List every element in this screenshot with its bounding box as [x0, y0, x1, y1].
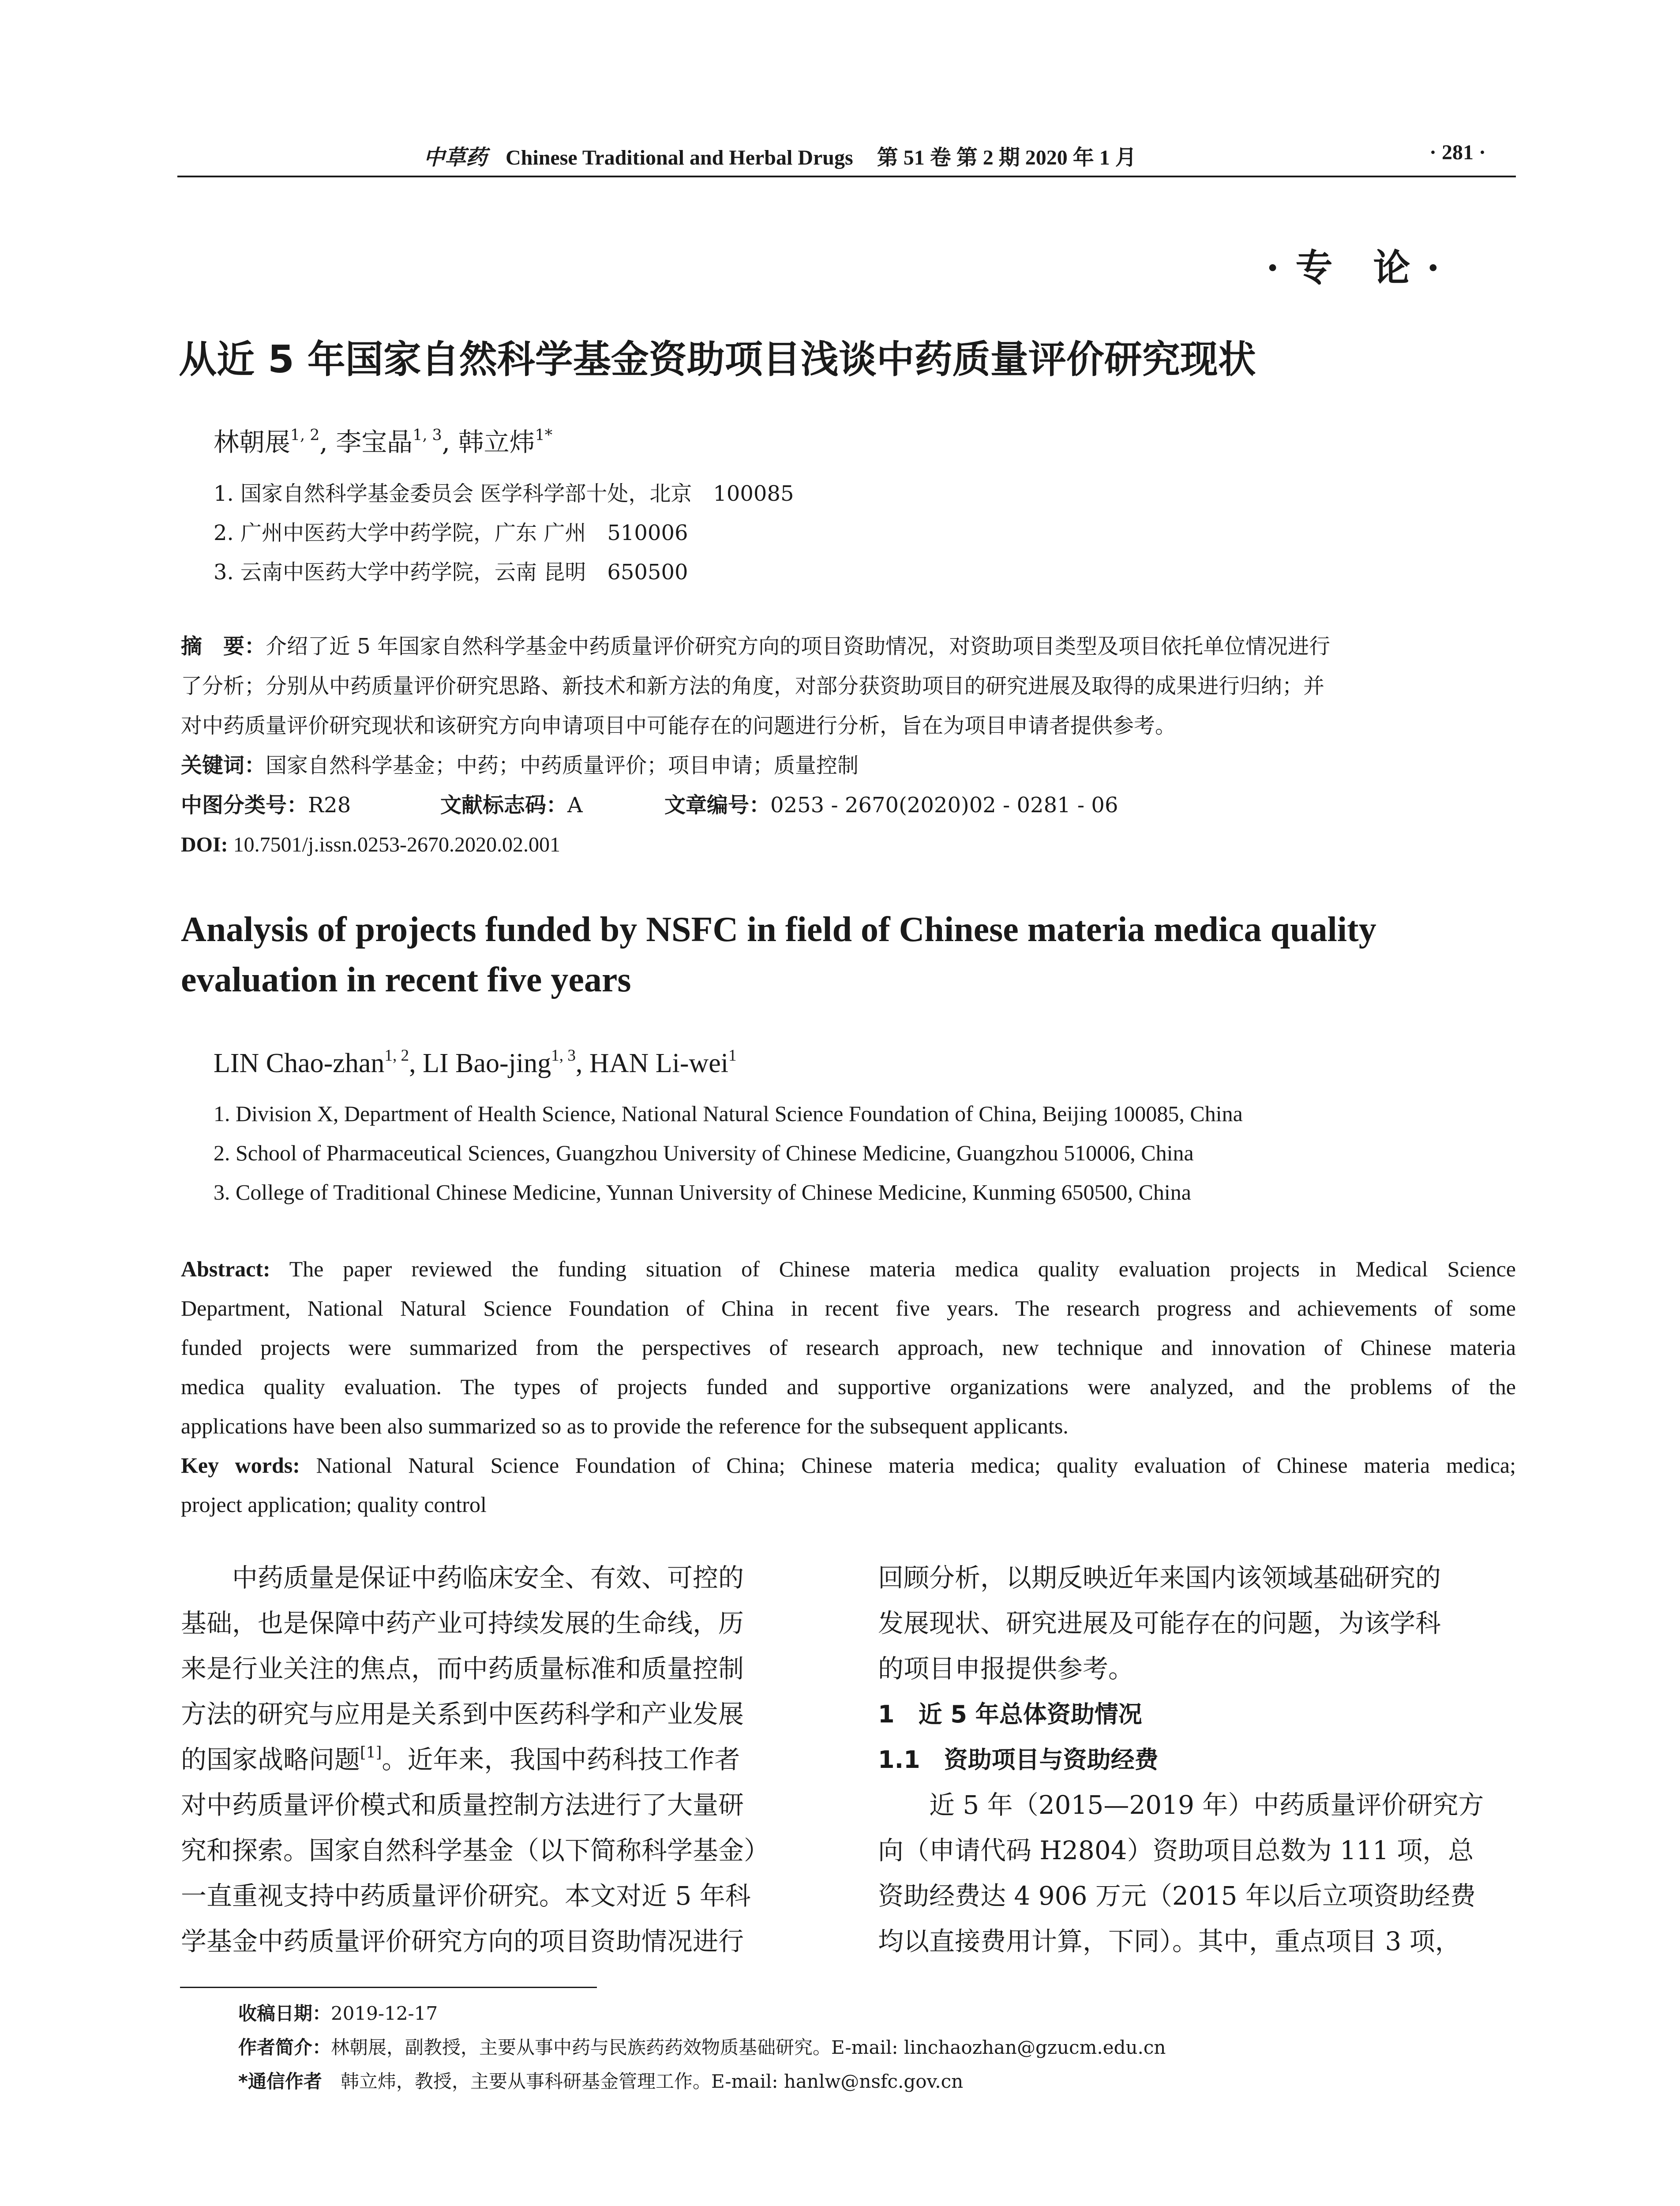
- body-text: 。近年来，我国中药科技工作者: [382, 1745, 740, 1775]
- body-text: 的国家战略问题: [181, 1745, 360, 1775]
- footnotes: [238, 1996, 1166, 2098]
- journal-name-cn: 中草药: [424, 146, 488, 169]
- doi-line: [181, 825, 1516, 865]
- affiliation-cn: 3. 云南中医药大学中药学院，云南 昆明 650500: [214, 560, 688, 585]
- bio-label: 作者简介：: [238, 2037, 331, 2058]
- body-line: 一直重视支持中药质量评价研究。本文对近 5 年科: [181, 1881, 751, 1911]
- body-line: 发展现状、研究进展及可能存在的问题，为该学科: [878, 1608, 1441, 1638]
- corr-label: *通信作者: [238, 2071, 322, 2092]
- abstract-en-line: Department, National Natural Science Foundation of China in recent five years. The research progress and achievements of some: [181, 1296, 1516, 1321]
- body-line: 究和探索。国家自然科学基金（以下简称科学基金）: [181, 1835, 770, 1865]
- body-line: 的项目申报提供参考。: [878, 1654, 1134, 1684]
- received-value: 2019-12-17: [331, 2003, 438, 2024]
- corr-value: 韩立炜，教授，主要从事科研基金管理工作。E-mail: hanlw@nsfc.gov.cn: [322, 2071, 964, 2092]
- affiliations-cn: [214, 474, 794, 592]
- author-bio: [238, 2030, 1166, 2064]
- received-date: [238, 1996, 1166, 2030]
- doi-label: DOI:: [181, 833, 228, 856]
- section-heading-1: 1 近 5 年总体资助情况: [878, 1700, 1142, 1728]
- body-line-with-citation: [181, 1737, 818, 1782]
- classification-line: [181, 785, 1516, 825]
- affiliation-en: 1. Division X, Department of Health Science, National Natural Science Foundation of China, Beijing 100085, China: [214, 1101, 1243, 1126]
- affiliation-en: 3. College of Traditional Chinese Medicine, Yunnan University of Chinese Medicine, Kunming 650500, China: [214, 1180, 1191, 1204]
- author-name: 林朝展: [214, 427, 291, 457]
- keywords-en: [181, 1446, 1516, 1485]
- author-affil-sup: 1: [728, 1046, 737, 1065]
- abstract-en-line: medica quality evaluation. The types of projects funded and supportive organizations were analyzed, and the problems of the: [181, 1374, 1516, 1399]
- clc-value: R28: [308, 793, 351, 818]
- volume-issue: 第 51 卷 第 2 期 2020 年 1 月: [877, 146, 1136, 169]
- author-affil-sup: 1, 3: [412, 426, 442, 444]
- body-line: 基础，也是保障中药产业可持续发展的生命线，历: [181, 1608, 744, 1638]
- abstract-cn: [181, 627, 1516, 865]
- author-name: 李宝晶: [336, 427, 413, 457]
- author-name: LIN Chao-zhan: [214, 1048, 385, 1078]
- author-affil-sup: 1*: [535, 426, 553, 444]
- journal-name-en: Chinese Traditional and Herbal Drugs: [506, 146, 853, 169]
- keywords-cn-label: 关键词：: [181, 753, 266, 778]
- keywords-en-line: project application; quality control: [181, 1492, 487, 1517]
- footnote-rule: [180, 1987, 597, 1988]
- keywords-en-line: National Natural Science Foundation of China; Chinese materia medica; quality evaluation of Chinese materia medica;: [316, 1453, 1516, 1478]
- affiliation-en: 2. School of Pharmaceutical Sciences, Guangzhou University of Chinese Medicine, Guangzhou 510006, China: [214, 1141, 1194, 1165]
- clc-label: 中图分类号：: [181, 793, 308, 818]
- bio-value: 林朝展，副教授，主要从事中药与民族药药效物质基础研究。E-mail: linchaozhan@gzucm.edu.cn: [331, 2037, 1166, 2058]
- body-line: 回顾分析，以期反映近年来国内该领域基础研究的: [878, 1563, 1441, 1593]
- author-sep: ,: [442, 427, 458, 457]
- affiliation-cn: 1. 国家自然科学基金委员会 医学科学部十处，北京 100085: [214, 481, 794, 506]
- affiliation-cn: 2. 广州中医药大学中药学院，广东 广州 510006: [214, 521, 688, 545]
- authors-en: [214, 1048, 737, 1079]
- abstract-en: [181, 1249, 1516, 1524]
- column-label: · 专 论 ·: [1266, 246, 1441, 289]
- abstract-en-line: funded projects were summarized from the perspectives of research approach, new technique and innovation of Chinese materia: [181, 1335, 1516, 1360]
- running-header: [424, 140, 1136, 171]
- abstract-en-line: applications have been also summarized so as to provide the reference for the subsequent applicants.: [181, 1414, 1069, 1438]
- authors-cn: [214, 421, 552, 458]
- body-line: 近 5 年（2015—2019 年）中药质量评价研究方: [929, 1790, 1484, 1820]
- keywords-en-label: Key words:: [181, 1453, 300, 1478]
- author-sep: ,: [575, 1048, 589, 1078]
- title-cn: 从近 5 年国家自然科学基金资助项目浅谈中药质量评价研究现状: [179, 338, 1256, 382]
- page-number: · 281 ·: [1429, 141, 1486, 164]
- title-en-line: Analysis of projects funded by NSFC in field of Chinese materia medica quality: [181, 910, 1376, 949]
- body-line: 向（申请代码 H2804）资助项目总数为 111 项，总: [878, 1835, 1474, 1865]
- body-line: 来是行业关注的焦点，而中药质量标准和质量控制: [181, 1654, 744, 1684]
- abstract-en-line: The paper reviewed the funding situation of Chinese materia medica quality evaluation projects in Medical Science: [289, 1257, 1516, 1281]
- body-line: 中药质量是保证中药临床安全、有效、可控的: [232, 1563, 744, 1593]
- author-name: 韩立炜: [458, 427, 535, 457]
- author-affil-sup: 1, 2: [384, 1046, 409, 1065]
- doc-code-label: 文献标志码：: [440, 793, 568, 818]
- body-column-right: [878, 1555, 1515, 1964]
- article-no-value: 0253 - 2670(2020)02 - 0281 - 06: [770, 793, 1118, 818]
- author-sep: ,: [409, 1048, 423, 1078]
- section-heading-1-1: 1.1 资助项目与资助经费: [878, 1746, 1159, 1774]
- title-en-line: evaluation in recent five years: [181, 960, 631, 999]
- body-line: 资助经费达 4 906 万元（2015 年以后立项资助经费: [878, 1881, 1476, 1911]
- body-line: 均以直接费用计算，下同）。其中，重点项目 3 项，: [878, 1926, 1461, 1956]
- author-affil-sup: 1, 2: [290, 426, 320, 444]
- keywords-cn-text: 国家自然科学基金；中药；中药质量评价；项目申请；质量控制: [266, 753, 859, 778]
- header-rule: [177, 176, 1516, 177]
- body-column-left: [181, 1555, 818, 1964]
- abstract-cn-line: 对中药质量评价研究现状和该研究方向申请项目中可能存在的问题进行分析，旨在为项目申请者提供参考。: [181, 713, 1177, 738]
- body-line: 方法的研究与应用是关系到中医药科学和产业发展: [181, 1699, 744, 1729]
- abstract-cn-line: 介绍了近 5 年国家自然科学基金中药质量评价研究方向的项目资助情况，对资助项目类型及项目依托单位情况进行: [266, 634, 1331, 659]
- abstract-en-label: Abstract:: [181, 1257, 270, 1281]
- article-no-label: 文章编号：: [664, 793, 771, 818]
- author-sep: ,: [319, 427, 336, 457]
- body-line: 学基金中药质量评价研究方向的项目资助情况进行: [181, 1926, 744, 1956]
- corresponding-author: [238, 2064, 1166, 2098]
- author-affil-sup: 1, 3: [551, 1046, 576, 1065]
- body-line: 对中药质量评价模式和质量控制方法进行了大量研: [181, 1790, 744, 1820]
- keywords-cn: [181, 746, 1516, 785]
- received-label: 收稿日期：: [238, 2003, 331, 2024]
- title-en: [181, 904, 1376, 1005]
- author-name: LI Bao-jing: [423, 1048, 551, 1078]
- author-name: HAN Li-wei: [589, 1048, 729, 1078]
- doi-value[interactable]: 10.7501/j.issn.0253-2670.2020.02.001: [233, 833, 561, 856]
- affiliations-en: [214, 1094, 1243, 1212]
- doc-code-value: A: [567, 793, 583, 818]
- citation-ref[interactable]: [1]: [360, 1744, 382, 1762]
- abstract-cn-line: 了分析；分别从中药质量评价研究思路、新技术和新方法的角度，对部分获资助项目的研究进展及取得的成果进行归纳；并: [181, 674, 1325, 698]
- abstract-cn-label: 摘 要：: [181, 634, 266, 659]
